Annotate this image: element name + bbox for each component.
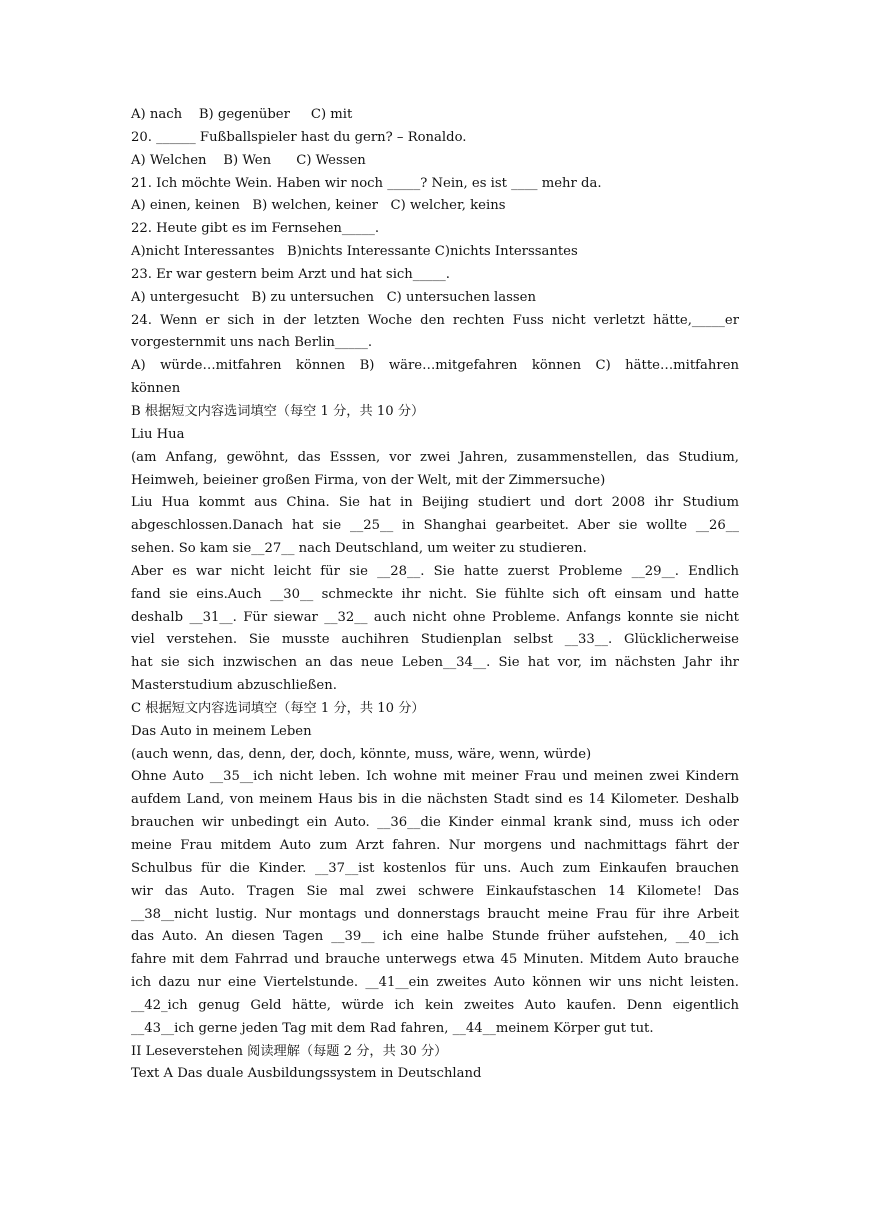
document-body — [131, 104, 739, 1086]
q23-options: A) untergesucht B) zu untersuchen C) untersuchen lassen — [131, 289, 536, 305]
section-c-paragraph: brauchen wir unbedingt ein Auto. __36__die Kinder einmal krank sind, muss ich oder — [131, 815, 739, 831]
section-c-paragraph: wir das Auto. Tragen Sie mal zwei schwere Einkaufstaschen 14 Kilomete! Das — [131, 883, 739, 899]
section-b-paragraph: Liu Hua kommt aus China. Sie hat in Beijing studiert und dort 2008 ihr Studium — [131, 495, 739, 511]
q21-options: A) einen, keinen B) welchen, keiner C) welcher, keins — [131, 198, 506, 214]
section-b-heading: B 根据短文内容选词填空（每空 1 分，共 10 分） — [131, 403, 425, 419]
section-c-paragraph: meine Frau mitdem Auto zum Arzt fahren. Nur morgens und nachmittags fährt der — [131, 838, 739, 853]
section-b-paragraph: sehen. So kam sie__27__ nach Deutschland, um weiter zu studieren. — [131, 541, 587, 557]
section-b-word-bank: Heimweh, beieiner großen Firma, von der Welt, mit der Zimmersuche) — [131, 472, 606, 488]
q24-text: vorgesternmit uns nach Berlin_____. — [131, 335, 373, 351]
section-b-paragraph: hat sie sich inzwischen an das neue Leben__34__. Sie hat vor, im nächsten Jahr ihr — [131, 655, 739, 671]
section-b-title: Liu Hua — [131, 426, 185, 442]
q22-text: 22. Heute gibt es im Fernsehen_____. — [131, 221, 380, 237]
q24-options: A) würde…mitfahren können B) wäre…mitgefahren können C) hätte…mitfahren — [131, 358, 739, 374]
q24-text: 24. Wenn er sich in der letzten Woche den rechten Fuss nicht verletzt hätte,_____er — [131, 312, 739, 328]
section-b-paragraph: fand sie eins.Auch __30__ schmeckte ihr nicht. Sie fühlte sich oft einsam und hatte — [131, 586, 739, 602]
section-c-paragraph: __43__ich gerne jeden Tag mit dem Rad fahren, __44__meinem Körper gut tut. — [131, 1020, 654, 1036]
q19-options: A) nach B) gegenüber C) mit — [131, 107, 353, 122]
q21-text: 21. Ich möchte Wein. Haben wir noch _____? Nein, es ist ____ mehr da. — [131, 175, 602, 191]
section-b-paragraph: Aber es war nicht leicht für sie __28__. Sie hatte zuerst Probleme __29__. Endlich — [131, 563, 739, 579]
section-c-paragraph: fahre mit dem Fahrrad und brauche unterwegs etwa 45 Minuten. Mitdem Auto brauche — [131, 952, 739, 968]
q24-options: können — [131, 381, 181, 397]
section-c-paragraph: das Auto. An diesen Tagen __39__ ich eine halbe Stunde früher aufstehen, __40__ich — [131, 929, 739, 945]
section-b-paragraph: viel verstehen. Sie musste auchihren Studienplan selbst __33__. Glücklicherweise — [131, 632, 739, 648]
section-c-word-bank: (auch wenn, das, denn, der, doch, könnte, muss, wäre, wenn, würde) — [131, 746, 592, 762]
section-c-heading: C 根据短文内容选词填空（每空 1 分，共 10 分） — [131, 700, 425, 716]
section-c-paragraph: Schulbus für die Kinder. __37__ist kostenlos für uns. Auch zum Einkaufen brauchen — [131, 860, 739, 876]
section-c-paragraph: Ohne Auto __35__ich nicht leben. Ich wohne mit meiner Frau und meinen zwei Kindern — [131, 769, 739, 785]
q20-text: 20. ______ Fußballspieler hast du gern? – Ronaldo. — [131, 129, 467, 145]
section-b-word-bank: (am Anfang, gewöhnt, das Esssen, vor zwei Jahren, zusammenstellen, das Studium, — [131, 449, 739, 465]
q22-options: A)nicht Interessantes B)nichts Interessante C)nichts Interssantes — [131, 244, 578, 260]
section-c-paragraph: aufdem Land, von meinem Haus bis in die nächsten Stadt sind es 14 Kilometer. Deshalb — [131, 792, 739, 808]
section-c-paragraph: __42_ich genug Geld hätte, würde ich kein zweites Auto kaufen. Denn eigentlich — [131, 997, 739, 1013]
q23-text: 23. Er war gestern beim Arzt und hat sich_____. — [131, 266, 450, 282]
section-c-paragraph: __38__nicht lustig. Nur montags und donnerstags braucht meine Frau für ihre Arbeit — [131, 906, 739, 922]
section-c-title: Das Auto in meinem Leben — [131, 723, 312, 739]
section-b-paragraph: abgeschlossen.Danach hat sie __25__ in Shanghai gearbeitet. Aber sie wollte __26__ — [131, 518, 739, 534]
q20-options: A) Welchen B) Wen C) Wessen — [131, 152, 366, 168]
section-ii-heading: II Leseverstehen 阅读理解（每题 2 分，共 30 分） — [131, 1043, 448, 1059]
section-c-paragraph: ich dazu nur eine Viertelstunde. __41__ein zweites Auto können wir uns nicht leisten. — [131, 975, 739, 991]
section-b-paragraph: deshalb __31__. Für siewar __32__ auch nicht ohne Probleme. Anfangs konnte sie nicht — [131, 609, 739, 625]
section-b-paragraph: Masterstudium abzuschließen. — [131, 678, 337, 694]
text-a-title: Text A Das duale Ausbildungssystem in Deutschland — [131, 1066, 482, 1082]
